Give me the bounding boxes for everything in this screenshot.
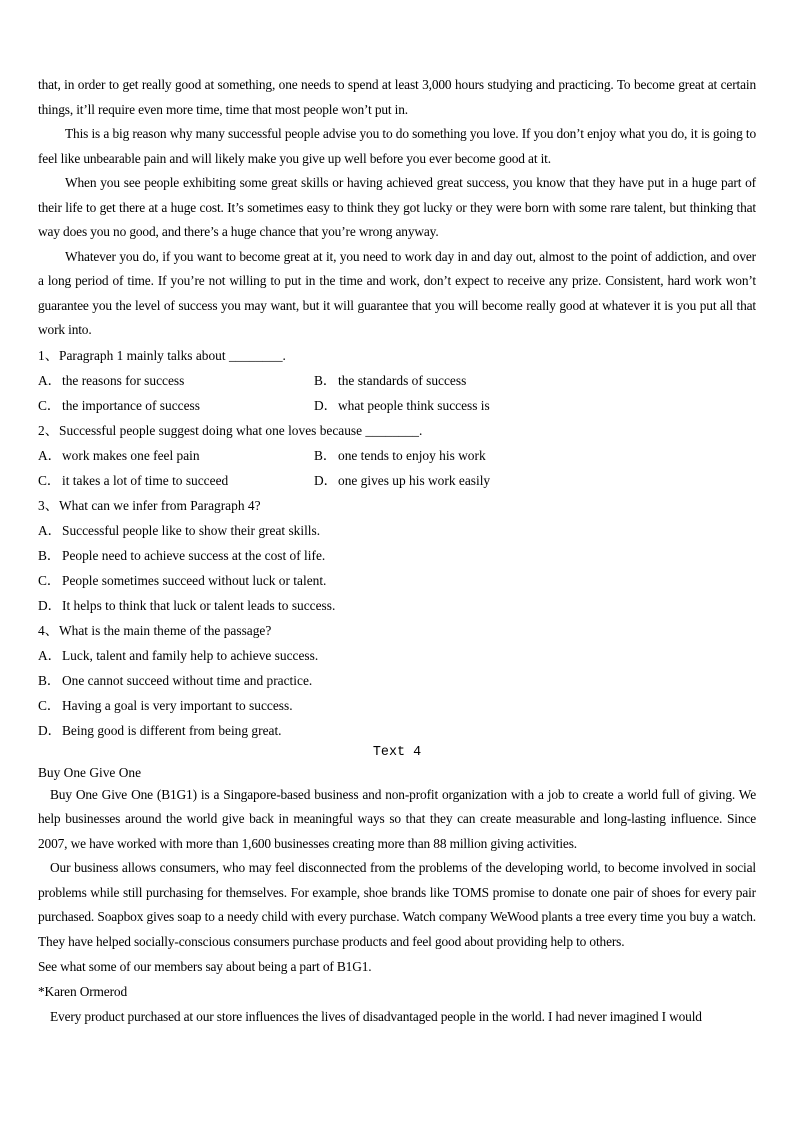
option-a[interactable] [38, 443, 314, 468]
option-c[interactable] [38, 693, 756, 718]
option-letter: D． [38, 722, 62, 738]
option-text: one gives up his work easily [338, 472, 491, 488]
member-name: *Karen Ormerod [38, 984, 127, 999]
question-stem [38, 618, 756, 643]
document-page [38, 73, 756, 1029]
option-d[interactable] [38, 718, 756, 743]
option-text: one tends to enjoy his work [338, 447, 486, 463]
option-text: It helps to think that luck or talent leads to success. [62, 597, 336, 613]
option-d[interactable] [38, 593, 756, 618]
option-c[interactable] [38, 393, 314, 418]
passage-paragraph-3: When you see people exhibiting some great skills or having achieved great success, you know that they have put in a huge part of their life to get there at a huge cost. It’s sometimes easy to think they got lucky or they were born with some rare talent, but thinking that way does you no good, and there’s a huge chance that you’re wrong anyway. [38, 175, 756, 239]
question-text: Paragraph 1 mainly talks about ________. [59, 347, 286, 363]
option-letter: B． [38, 547, 61, 563]
option-c[interactable] [38, 568, 756, 593]
option-letter: C． [38, 397, 61, 413]
option-letter: D． [314, 397, 338, 413]
option-text: People need to achieve success at the cost of life. [62, 547, 326, 563]
option-text: the importance of success [62, 397, 200, 413]
text4-paragraph-2: Our business allows consumers, who may feel disconnected from the problems of the developing world, to become involved in social problems while still purchasing for themselves. For example, shoe brands like TOMS promise to donate one pair of shoes for every pair purchased. Soapbox gives soap to a needy child with every purchase. Watch company WeWood plants a tree every time you buy a watch. They have helped socially-conscious consumers purchase products and feel good about providing help to others. [38, 860, 756, 949]
option-letter: D． [38, 597, 62, 613]
article-heading: Buy One Give One [38, 764, 142, 780]
option-text: Having a goal is very important to success. [62, 697, 293, 713]
option-a[interactable] [38, 368, 314, 393]
question-stem [38, 418, 756, 443]
option-text: One cannot succeed without time and practice. [62, 672, 313, 688]
passage-paragraph-2: This is a big reason why many successful people advise you to do something you love. If you don’t enjoy what you do, it is going to feel like unbearable pain and will likely make you give up well before you ever become good at it. [38, 126, 756, 166]
member-quote: Every product purchased at our store influences the lives of disadvantaged people in the world. I had never imagined I would [50, 1009, 702, 1024]
question-text: What can we infer from Paragraph 4? [59, 497, 261, 513]
option-letter: C． [38, 472, 61, 488]
section-title: Text 4 [372, 744, 422, 760]
question-text: Successful people suggest doing what one loves because ________. [59, 422, 423, 438]
option-c[interactable] [38, 468, 314, 493]
option-letter: D． [314, 472, 338, 488]
option-text: People sometimes succeed without luck or talent. [62, 572, 327, 588]
text-4-section [38, 743, 756, 1030]
option-text: Being good is different from being great. [62, 722, 282, 738]
option-letter: B． [314, 447, 337, 463]
option-b[interactable] [38, 543, 756, 568]
option-letter: A． [38, 372, 62, 388]
option-letter: C． [38, 572, 61, 588]
question-2 [38, 418, 756, 493]
option-text: the reasons for success [62, 372, 185, 388]
option-text: the standards of success [338, 372, 467, 388]
option-letter: C． [38, 697, 61, 713]
option-text: Successful people like to show their great skills. [62, 522, 321, 538]
option-letter: A． [38, 522, 62, 538]
members-intro: See what some of our members say about being a part of B1G1. [38, 959, 372, 974]
passage-paragraph-1: that, in order to get really good at something, one needs to spend at least 3,000 hours studying and practicing. To become great at certain things, it’ll require even more time, time that most people won’t put in. [38, 77, 756, 117]
option-d[interactable] [314, 468, 590, 493]
option-d[interactable] [314, 393, 590, 418]
option-text: work makes one feel pain [62, 447, 200, 463]
question-1 [38, 343, 756, 418]
passage-continued [38, 73, 756, 343]
question-text: What is the main theme of the passage? [59, 622, 272, 638]
option-a[interactable] [38, 518, 756, 543]
question-number: 4、 [38, 622, 59, 638]
question-3 [38, 493, 756, 618]
option-a[interactable] [38, 643, 756, 668]
passage-paragraph-4: Whatever you do, if you want to become great at it, you need to work day in and day out, almost to the point of addiction, and over a long period of time. If you’re not willing to put in the time and work, don’t expect to receive any prize. Consistent, hard work won’t guarantee you the level of success you may want, but it will guarantee that you will become really good at whatever it is you put all that work into. [38, 248, 756, 337]
option-letter: A． [38, 447, 62, 463]
question-stem [38, 493, 756, 518]
question-number: 2、 [38, 422, 59, 438]
option-text: what people think success is [338, 397, 490, 413]
option-text: it takes a lot of time to succeed [62, 472, 229, 488]
option-letter: B． [38, 672, 61, 688]
question-number: 1、 [38, 347, 59, 363]
option-b[interactable] [314, 443, 590, 468]
option-b[interactable] [38, 668, 756, 693]
question-stem [38, 343, 756, 368]
question-number: 3、 [38, 497, 59, 513]
question-4 [38, 618, 756, 743]
text4-paragraph-1: Buy One Give One (B1G1) is a Singapore-based business and non-profit organization with a job to create a world full of giving. We help businesses around the world give back in meaningful ways so that they can create measurable and long-lasting influence. Since 2007, we have worked with more than 1,600 businesses creating more than 88 million giving activities. [38, 786, 756, 851]
option-letter: A． [38, 647, 62, 663]
option-letter: B． [314, 372, 337, 388]
option-b[interactable] [314, 368, 590, 393]
option-text: Luck, talent and family help to achieve success. [62, 647, 319, 663]
